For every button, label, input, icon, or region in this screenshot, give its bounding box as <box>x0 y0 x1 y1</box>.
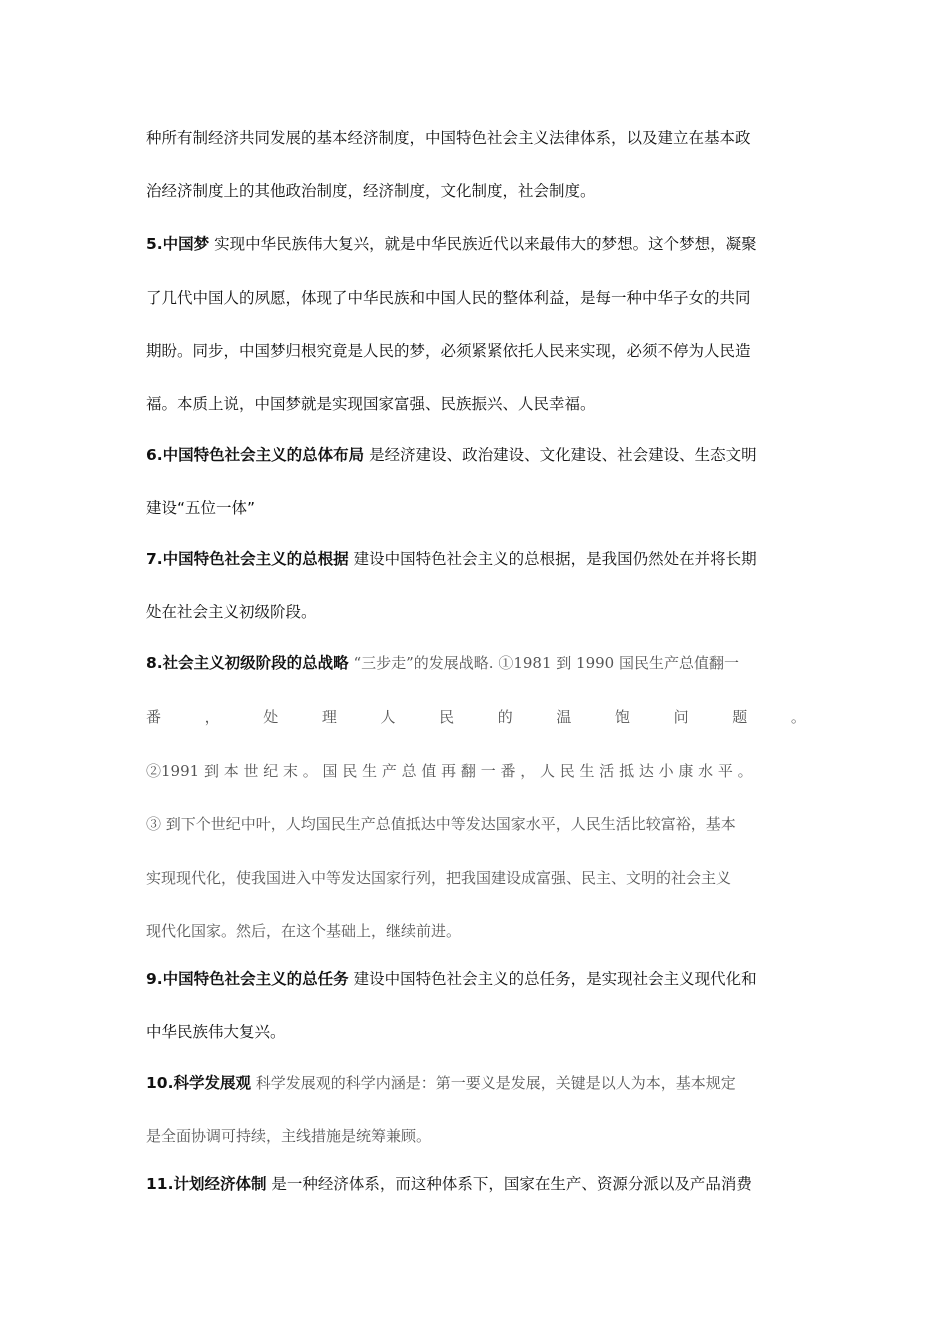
char: ， <box>204 708 220 726</box>
char: 民 <box>439 708 455 726</box>
section-5-line <box>146 234 806 254</box>
section-8-line <box>146 653 806 673</box>
section-8-text: “三步走”的发展战略. ①1981 到 1990 国民生产总值翻一 <box>348 654 739 672</box>
text-line: 福。本质上说，中国梦就是实现国家富强、民族振兴、人民幸福。 <box>146 395 596 413</box>
char: 的 <box>497 708 513 726</box>
char: 人 <box>380 708 396 726</box>
text-line: 处在社会主义初级阶段。 <box>146 603 317 621</box>
text-line: ③ 到下个世纪中叶，人均国民生产总值抵达中等发达国家水平，人民生活比较富裕，基本 <box>146 815 736 833</box>
char: 理 <box>321 708 337 726</box>
section-11-heading: 11.计划经济体制 <box>146 1175 267 1193</box>
text-line: 现代化国家。然后，在这个基础上，继续前进。 <box>146 922 462 940</box>
section-7-text: 建设中国特色社会主义的总根据，是我国仍然处在并将长期 <box>348 550 757 568</box>
text-line: 种所有制经济共同发展的基本经济制度，中国特色社会主义法律体系，以及建立在基本政 <box>146 129 751 147</box>
section-8-heading: 8.社会主义初级阶段的总战略 <box>146 654 349 672</box>
section-7-line <box>146 549 806 569</box>
text-line: 期盼。同步，中国梦归根究竟是人民的梦，必须紧紧依托人民来实现，必须不停为人民造 <box>146 342 751 360</box>
section-9-text: 建设中国特色社会主义的总任务，是实现社会主义现代化和 <box>348 970 757 988</box>
section-5-heading: 5.中国梦 <box>146 235 210 253</box>
char: 问 <box>673 708 689 726</box>
text-line: 是全面协调可持续，主线措施是统筹兼顾。 <box>146 1127 432 1145</box>
text-line-justified <box>146 707 806 727</box>
section-6-heading: 6.中国特色社会主义的总体布局 <box>146 446 365 464</box>
section-9-heading: 9.中国特色社会主义的总任务 <box>146 970 349 988</box>
text-line: 了几代中国人的夙愿，体现了中华民族和中国人民的整体利益，是每一种中华子女的共同 <box>146 289 751 307</box>
char: 番 <box>146 708 162 726</box>
char: 温 <box>556 708 572 726</box>
section-9-line <box>146 969 806 989</box>
section-10-heading: 10.科学发展观 <box>146 1074 251 1092</box>
text-line: 中华民族伟大复兴。 <box>146 1023 286 1041</box>
section-10-text: 科学发展观的科学内涵是：第一要义是发展，关键是以人为本，基本规定 <box>250 1074 736 1092</box>
text-line: 实现现代化，使我国进入中等发达国家行列，把我国建设成富强、民主、文明的社会主义 <box>146 869 732 887</box>
section-5-text: 实现中华民族伟大复兴，就是中华民族近代以来最伟大的梦想。这个梦想，凝聚 <box>209 235 757 253</box>
char: 。 <box>790 708 806 726</box>
char: 处 <box>263 708 279 726</box>
text-line: 治经济制度上的其他政治制度，经济制度，文化制度，社会制度。 <box>146 182 596 200</box>
text-line: ②1991 到 本 世 纪 末 。 国 民 生 产 总 值 再 翻 一 番 ， 人 民 生 活 抵 达 小 康 水 平 。 <box>146 762 753 780</box>
char: 饱 <box>615 708 631 726</box>
section-11-text: 是一种经济体系，而这种体系下，国家在生产、资源分派以及产品消费 <box>266 1175 752 1193</box>
section-10-line <box>146 1073 806 1093</box>
section-7-heading: 7.中国特色社会主义的总根据 <box>146 550 349 568</box>
text-line: 建设“五位一体” <box>146 499 256 517</box>
section-6-text: 是经济建设、政治建设、文化建设、社会建设、生态文明 <box>364 446 757 464</box>
section-11-line <box>146 1174 806 1194</box>
section-6-line <box>146 445 806 465</box>
char: 题 <box>732 708 748 726</box>
